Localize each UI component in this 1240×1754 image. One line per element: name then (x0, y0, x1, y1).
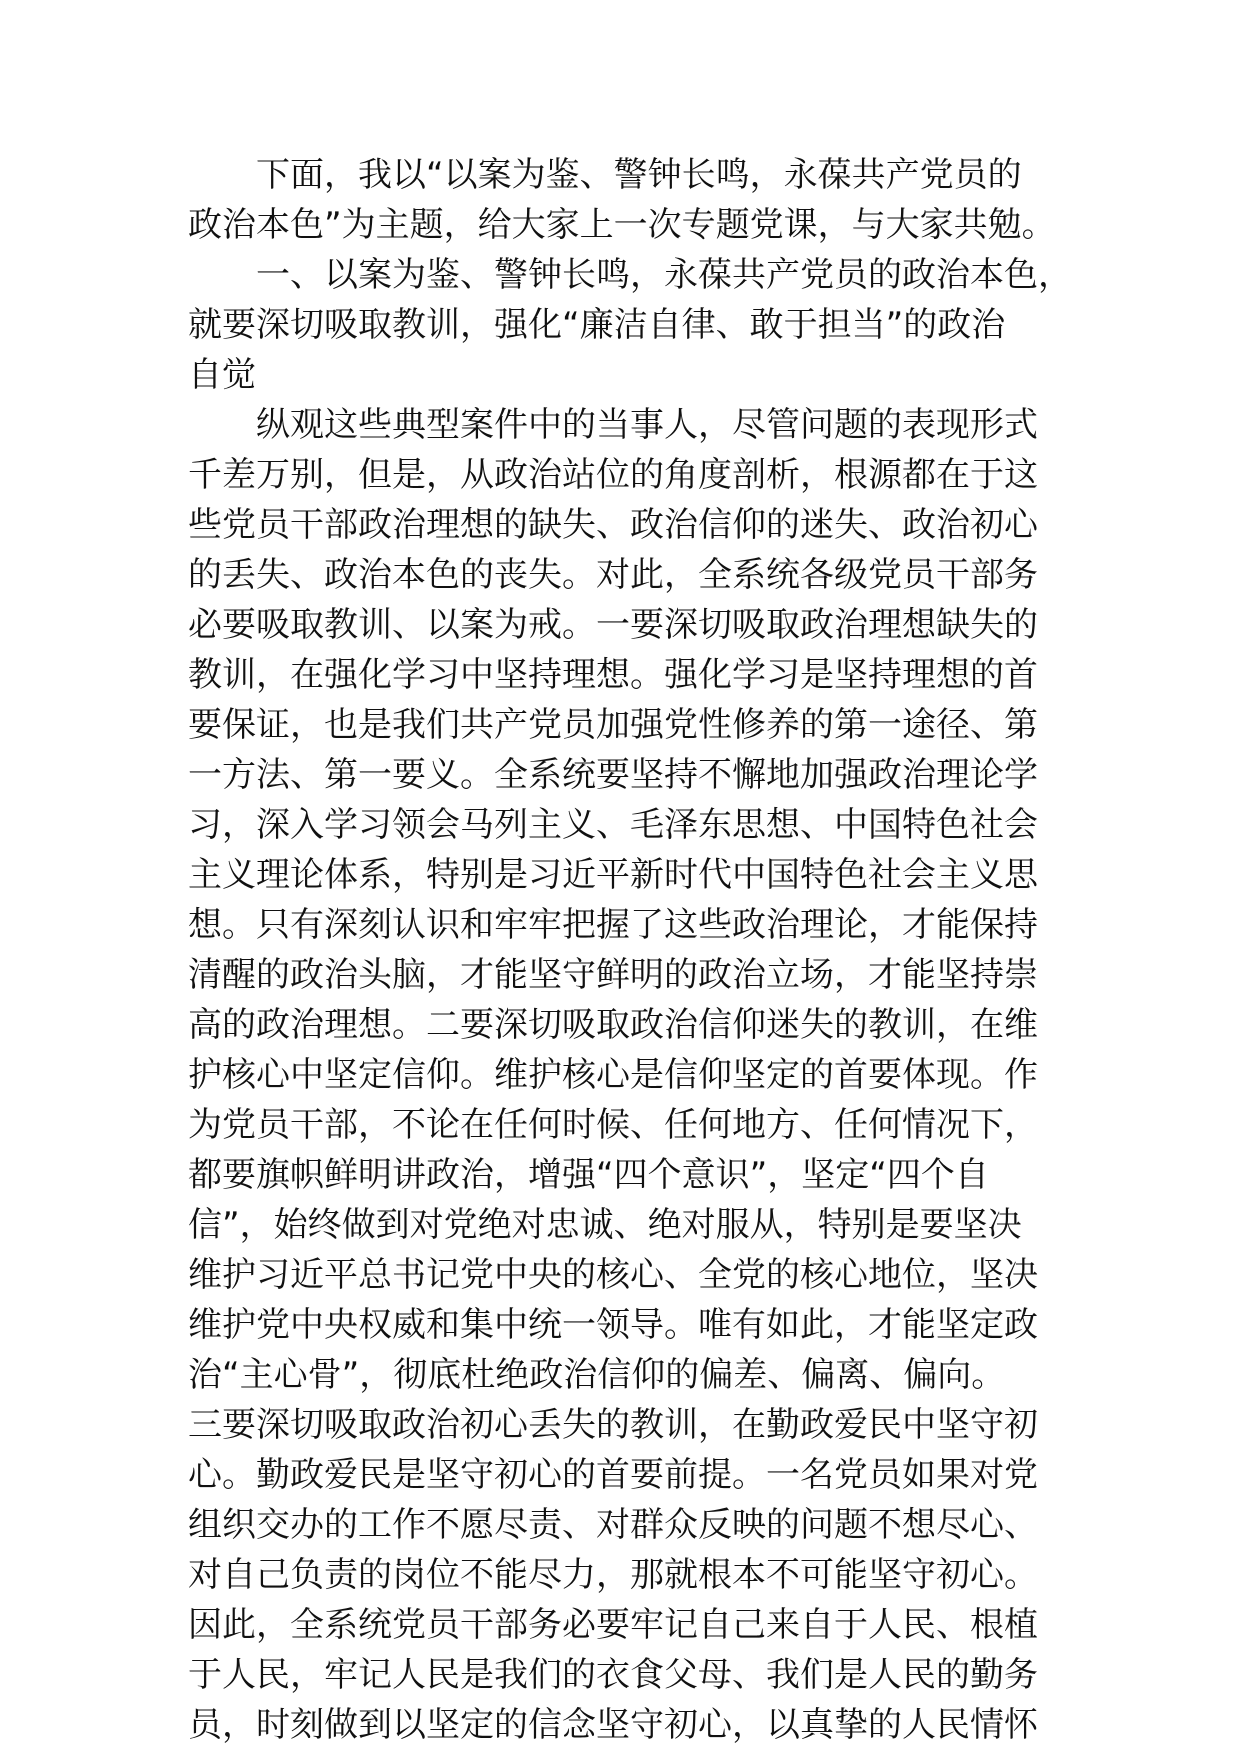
text-line: 信”，始终做到对党绝对忠诚、绝对服从，特别是要坚决 (188, 1205, 1022, 1245)
text-line: 为党员干部，不论在任何时候、任何地方、任何情况下， (188, 1105, 1038, 1145)
text-line: 治“主心骨”，彻底杜绝政治信仰的偏差、偏离、偏向。 (188, 1355, 1006, 1395)
text-line: 下面，我以“以案为鉴、警钟长鸣，永葆共产党员的 (256, 155, 1022, 195)
text-line: 的丢失、政治本色的丧失。对此，全系统各级党员干部务 (188, 555, 1038, 595)
intro-paragraph (188, 150, 1068, 250)
text-line: 对自己负责的岗位不能尽力，那就根本不可能坚守初心。 (188, 1555, 1038, 1595)
heading-line: 自觉 (188, 355, 256, 395)
text-line: 要保证，也是我们共产党员加强党性修养的第一途径、第 (188, 705, 1038, 745)
body-paragraph (188, 400, 1068, 1750)
text-line: 于人民，牢记人民是我们的衣食父母、我们是人民的勤务 (188, 1655, 1038, 1695)
text-line: 维护习近平总书记党中央的核心、全党的核心地位，坚决 (188, 1255, 1038, 1295)
text-line: 清醒的政治头脑，才能坚守鲜明的政治立场，才能坚持崇 (188, 955, 1038, 995)
text-line: 员，时刻做到以坚定的信念坚守初心，以真挚的人民情怀 (188, 1705, 1038, 1745)
text-line: 一方法、第一要义。全系统要坚持不懈地加强政治理论学 (188, 755, 1038, 795)
text-line: 必要吸取教训、以案为戒。一要深切吸取政治理想缺失的 (188, 605, 1038, 645)
text-line: 千差万别，但是，从政治站位的角度剖析，根源都在于这 (188, 455, 1038, 495)
heading-line: 就要深切吸取教训，强化“廉洁自律、敢于担当”的政治 (188, 305, 1006, 345)
text-line: 主义理论体系，特别是习近平新时代中国特色社会主义思 (188, 855, 1038, 895)
text-line: 心。勤政爱民是坚守初心的首要前提。一名党员如果对党 (188, 1455, 1038, 1495)
text-line: 教训，在强化学习中坚持理想。强化学习是坚持理想的首 (188, 655, 1038, 695)
text-line: 习，深入学习领会马列主义、毛泽东思想、中国特色社会 (188, 805, 1038, 845)
text-line: 护核心中坚定信仰。维护核心是信仰坚定的首要体现。作 (188, 1055, 1038, 1095)
text-line: 高的政治理想。二要深切吸取政治信仰迷失的教训，在维 (188, 1005, 1038, 1045)
text-line: 想。只有深刻认识和牢牢把握了这些政治理论，才能保持 (188, 905, 1038, 945)
text-line: 维护党中央权威和集中统一领导。唯有如此，才能坚定政 (188, 1305, 1038, 1345)
text-line: 因此，全系统党员干部务必要牢记自己来自于人民、根植 (188, 1605, 1038, 1645)
text-line: 三要深切吸取政治初心丢失的教训，在勤政爱民中坚守初 (188, 1405, 1038, 1445)
text-line: 都要旗帜鲜明讲政治，增强“四个意识”，坚定“四个自 (188, 1155, 989, 1195)
text-line: 政治本色”为主题，给大家上一次专题党课，与大家共勉。 (188, 205, 1056, 245)
text-line: 纵观这些典型案件中的当事人，尽管问题的表现形式 (256, 405, 1038, 445)
heading-line: 一、以案为鉴、警钟长鸣，永葆共产党员的政治本色， (256, 255, 1072, 295)
text-line: 些党员干部政治理想的缺失、政治信仰的迷失、政治初心 (188, 505, 1038, 545)
section-heading (188, 250, 1072, 400)
text-line: 组织交办的工作不愿尽责、对群众反映的问题不想尽心、 (188, 1505, 1038, 1545)
document-body (188, 150, 1072, 1750)
